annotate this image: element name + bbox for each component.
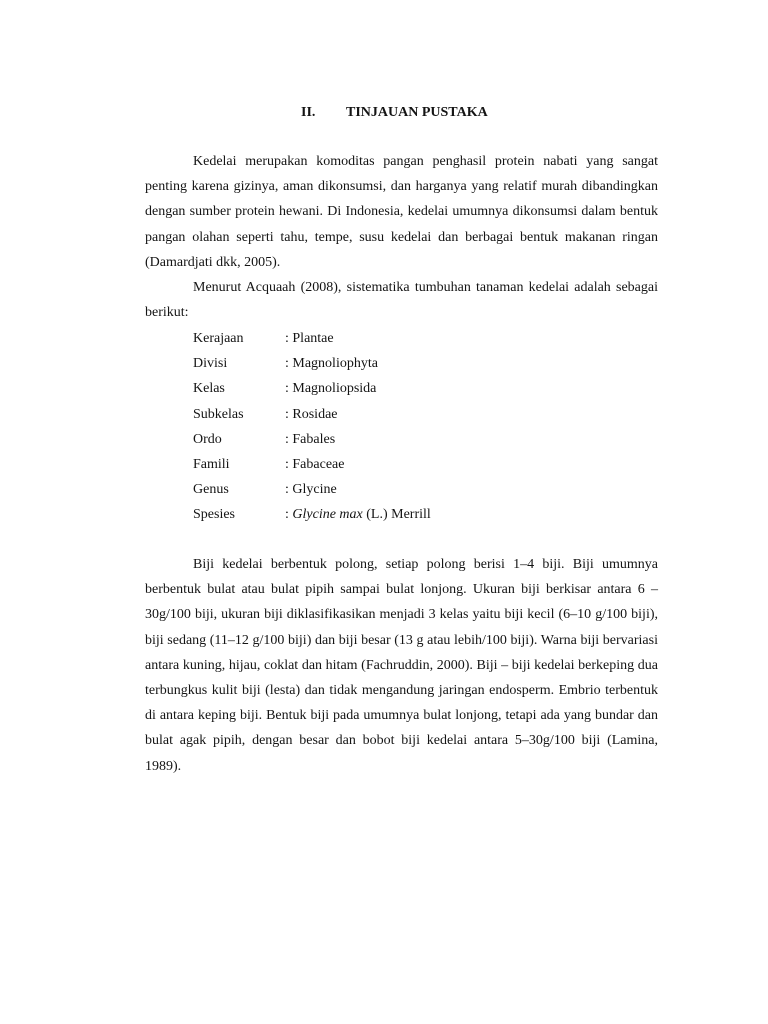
- paragraph-seed-description: [145, 552, 658, 779]
- taxonomy-value: : Magnoliopsida: [285, 381, 377, 397]
- paragraph-text: Biji kedelai berbentuk polong, setiap polong berisi 1–4 biji. Biji umumnya berbentuk bulat atau bulat pipih sampai bulat lonjong. Ukuran biji berkisar antara 6 – 30g/100 biji, ukuran biji diklasifikasikan menjadi 3 kelas yaitu biji kecil (6–10 g/100 biji), biji sedang (11–12 g/100 biji) dan biji besar (13 g atau lebih/100 biji). Warna biji bervariasi antara kuning, hijau, coklat dan hitam (Fachruddin, 2000). Biji – biji kedelai berkeping dua terbungkus kulit biji (lesta) dan tidak mengandung jaringan endosperm. Embrio terbentuk di antara keping biji. Bentuk biji pada umumnya bulat lonjong, tetapi ada yang bundar dan bulat agak pipih, dengan besar dan bobot biji kedelai antara 5–30g/100 biji (Lamina, 1989).: [145, 557, 658, 774]
- taxonomy-value: [285, 502, 431, 527]
- section-number: II.: [301, 105, 316, 120]
- taxonomy-value: : Glycine: [285, 482, 337, 498]
- taxonomy-rank: Kelas: [193, 381, 225, 397]
- taxonomy-prefix: :: [285, 507, 293, 523]
- taxonomy-rank: Genus: [193, 482, 229, 498]
- taxonomy-rank: Spesies: [193, 507, 235, 523]
- taxonomy-row-kelas: [193, 376, 431, 401]
- taxonomy-value: : Fabales: [285, 431, 336, 447]
- taxonomy-value: : Plantae: [285, 331, 334, 346]
- taxonomy-list: [193, 326, 431, 528]
- paragraph-text: Menurut Acquaah (2008), sistematika tumbuhan tanaman kedelai adalah sebagai berikut:: [145, 280, 658, 321]
- taxonomy-rank: Subkelas: [193, 406, 244, 422]
- taxonomy-row-kerajaan: [193, 326, 431, 351]
- taxonomy-row-ordo: [193, 427, 431, 452]
- taxonomy-value: : Rosidae: [285, 406, 338, 422]
- taxonomy-rank: Famili: [193, 456, 230, 472]
- taxonomy-row-genus: [193, 477, 431, 502]
- taxonomy-rank: Divisi: [193, 356, 228, 372]
- taxonomy-rank: Ordo: [193, 431, 222, 447]
- paragraph-intro: [145, 149, 658, 275]
- taxonomy-authority: (L.) Merrill: [362, 507, 431, 523]
- section-title: TINJAUAN PUSTAKA: [346, 105, 488, 120]
- taxonomy-row-spesies: [193, 502, 431, 527]
- species-name: Glycine max: [292, 507, 363, 523]
- taxonomy-row-divisi: [193, 351, 431, 376]
- taxonomy-value: : Fabaceae: [285, 456, 345, 472]
- paragraph-systematics: [145, 275, 658, 325]
- taxonomy-rank: Kerajaan: [193, 331, 244, 346]
- taxonomy-value: : Magnoliophyta: [285, 356, 378, 372]
- paragraph-text: Kedelai merupakan komoditas pangan penghasil protein nabati yang sangat penting karena gizinya, aman dikonsumsi, dan harganya yang relatif murah dibandingkan dengan sumber protein hewani. Di Indonesia, kedelai umumnya dikonsumsi dalam bentuk pangan olahan seperti tahu, tempe, susu kedelai dan berbagai bentuk makanan ringan (Damardjati dkk, 2005).: [145, 154, 658, 270]
- taxonomy-row-subkelas: [193, 402, 431, 427]
- taxonomy-row-famili: [193, 452, 431, 477]
